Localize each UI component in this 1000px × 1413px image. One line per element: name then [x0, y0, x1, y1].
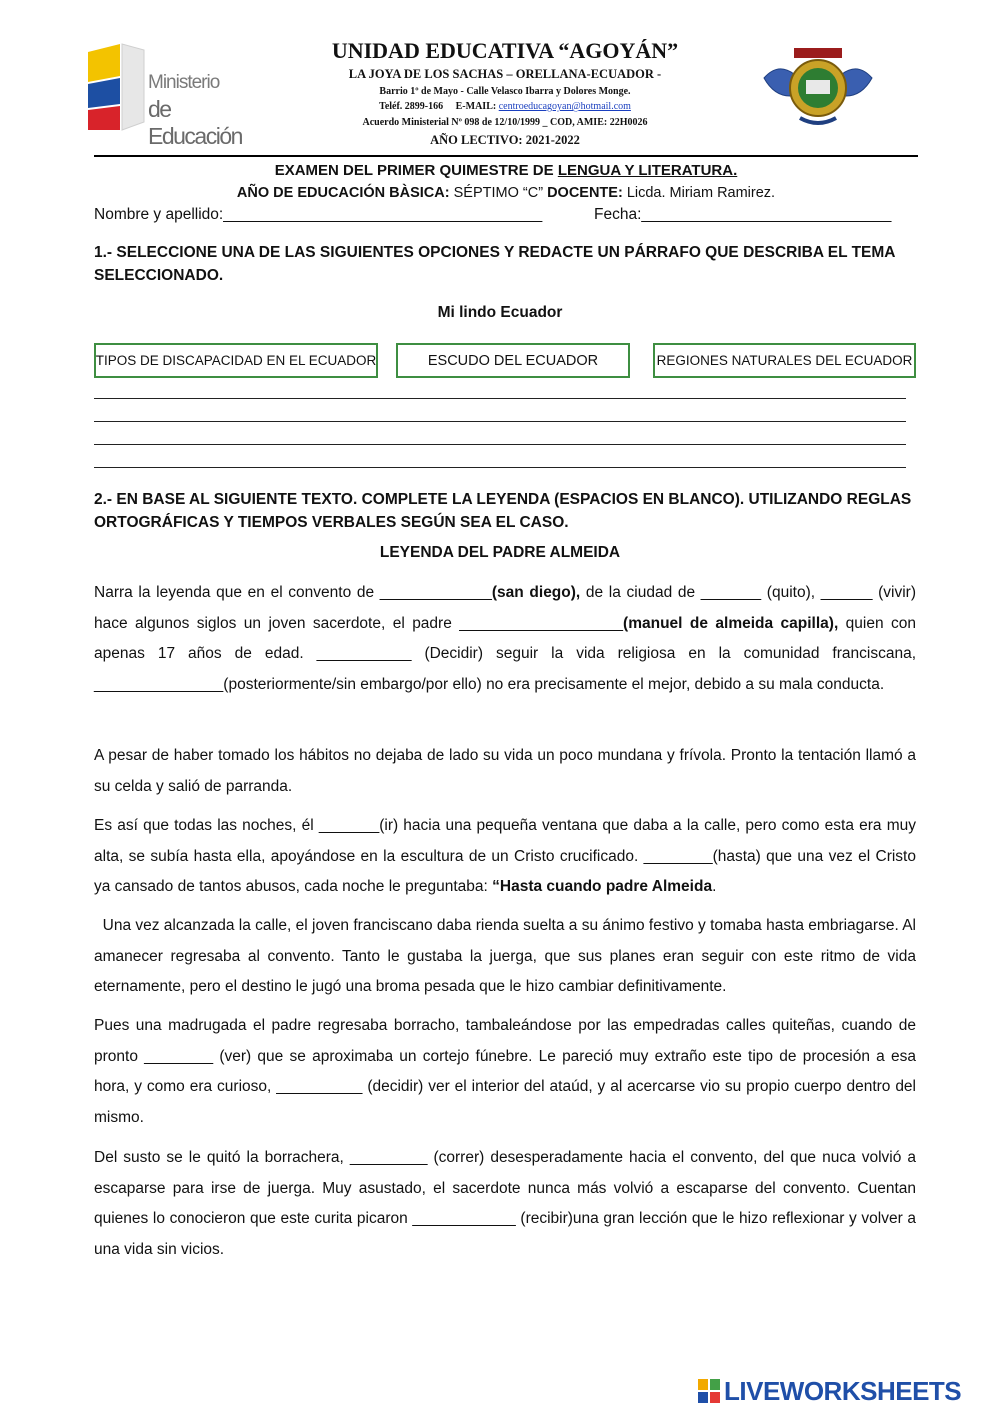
legend-paragraph-5: Pues una madrugada el padre regresaba borracho, tambaleándose por las empedradas calles quiteñas, cuando de pronto ________ (ver) que se aproximaba un cortejo fúnebre. Le pareció muy extraño este tipo de procesión a esa hora, y como era curioso, __________ (decidir) ver el interior del ataúd, y al acercarse vio su propio cuerpo dentro del mismo.: [94, 1017, 916, 1126]
option-regiones[interactable]: REGIONES NATURALES DEL ECUADOR: [653, 343, 916, 378]
teacher-label: DOCENTE:: [547, 185, 623, 201]
school-email-label: E-MAIL:: [455, 101, 497, 112]
p1-part-a: Narra la leyenda que en el convento de _____________: [94, 584, 492, 601]
ministry-line2: de Educación: [148, 96, 242, 149]
school-contact: [255, 100, 755, 114]
p3-part-a: Es así que todas las noches, él _______(ir) hacia una pequeña ventana que daba a la calle, pero como esta era muy alta, se subía hasta ella, apoyándose en la escultura de un Cristo crucificado. ________(hasta) que una vez el Cristo ya cansado de tantos abusos, cada noche le preguntaba:: [94, 817, 916, 895]
school-location: LA JOYA DE LOS SACHAS – ORELLANA-ECUADOR -: [348, 67, 662, 81]
school-name: UNIDAD EDUCATIVA “AGOYÁN”: [331, 38, 679, 63]
p3-part-c: .: [712, 878, 717, 895]
exam-subject: LENGUA Y LITERATURA.: [557, 162, 738, 179]
answer-line[interactable]: [94, 398, 906, 399]
student-info-line: [94, 204, 918, 226]
exam-title: [94, 160, 918, 182]
answer-line[interactable]: [94, 467, 906, 468]
exam-grade-teacher: [94, 183, 918, 203]
option-discapacidad[interactable]: TIPOS DE DISCAPACIDAD EN EL ECUADOR: [94, 343, 378, 378]
legend-paragraph-3: [94, 811, 916, 903]
teacher-value: Licda. Miriam Ramirez.: [622, 185, 776, 201]
ministry-flag-icon: [86, 42, 148, 132]
liveworksheets-logo-icon: [698, 1379, 720, 1403]
legend-paragraph-6: Del susto se le quitó la borrachera, _________ (correr) desesperadamente hacia el convento, del que nuca volvió a escaparse para irse de juerga. Muy asustado, el sacerdote nunca más volvió a escaparse del convento. Cuentan quienes lo conocieron que este curita picaron ____________ (recibir)una gran lección que le hizo reflexionar y volver a una vida sin vicios.: [94, 1149, 916, 1258]
school-header: [255, 38, 755, 148]
legend-paragraph-2: A pesar de haber tomado los hábitos no dejaba de lado su vida un poco mundana y frívola. Pronto la tentación llamó a su celda y salió de parranda.: [94, 747, 916, 795]
question-1-prompt: 1.- SELECCIONE UNA DE LAS SIGUIENTES OPCIONES Y REDACTE UN PÁRRAFO QUE DESCRIBA EL TEMA SELECCIONADO.: [94, 244, 895, 284]
exam-title-prefix: EXAMEN DEL PRIMER QUIMESTRE DE: [274, 162, 558, 179]
liveworksheets-brand: [698, 1376, 998, 1410]
question-2-subtitle: LEYENDA DEL PADRE ALMEIDA: [379, 544, 621, 561]
ministry-logo: [86, 42, 246, 149]
p1-hint-manuel: (manuel de almeida capilla),: [623, 614, 839, 632]
grade-label: AÑO DE EDUCACIÓN BÀSICA:: [236, 185, 450, 201]
legend-paragraph-1: [94, 578, 916, 700]
p1-part-c: de la ciudad de _______ (quito), ______ (vivir) hace algunos siglos un joven sacerdote, el padre ___________________: [94, 584, 916, 632]
school-email-link[interactable]: centroeducagoyan@hotmail.com: [498, 101, 631, 112]
ministry-line1: Ministerio: [148, 72, 220, 93]
option-escudo[interactable]: ESCUDO DEL ECUADOR: [396, 343, 630, 378]
answer-line[interactable]: [94, 421, 906, 422]
question-2-prompt: 2.- EN BASE AL SIGUIENTE TEXTO. COMPLETE LA LEYENDA (ESPACIOS EN BLANCO). UTILIZANDO REGLAS ORTOGRÁFICAS Y TIEMPOS VERBALES SEGÚN SEA EL CASO.: [94, 491, 912, 531]
p3-quote: “Hasta cuando padre Almeida: [492, 878, 713, 895]
school-acuerdo: Acuerdo Ministerial Nº 098 de 12/10/1999 _ COD, AMIE: 22H0026: [362, 117, 648, 128]
brand-wordmark: LIVEWORKSHEETS: [724, 1376, 962, 1406]
name-field[interactable]: Nombre y apellido:_____________________________________: [94, 206, 543, 223]
school-seal-icon: [760, 44, 876, 130]
answer-line[interactable]: [94, 444, 906, 445]
school-year: AÑO LECTIVO: 2021-2022: [430, 133, 580, 147]
header-divider: [94, 155, 918, 157]
date-field[interactable]: Fecha:_____________________________: [594, 206, 892, 223]
legend-paragraph-4: Una vez alcanzada la calle, el joven franciscano daba rienda suelta a su ánimo festivo y tomaba hasta embriagarse. Al amanecer regresaba al convento. Tanto le gustaba la juerga, que sus planes eran seguir con este ritmo de vida eternamente, pero el destino le jugó una broma pesada que le hizo cambiar definitivamente.: [94, 917, 921, 995]
p1-part-e: quien con apenas 17 años de edad. ___________ (Decidir) seguir la vida religiosa en la comunidad franciscana, _______________(posteriormente/sin embargo/por ello) no era precisamente el mejor, debido a su mala conducta.: [94, 614, 917, 693]
grade-value: SÉPTIMO “C”: [449, 185, 548, 201]
question-1-subtitle: Mi lindo Ecuador: [437, 304, 563, 321]
school-address: Barrio 1º de Mayo - Calle Velasco Ibarra y Dolores Monge.: [379, 86, 631, 97]
school-phone: Teléf. 2899-166: [379, 101, 444, 112]
p1-hint-san-diego: (san diego),: [491, 584, 581, 601]
